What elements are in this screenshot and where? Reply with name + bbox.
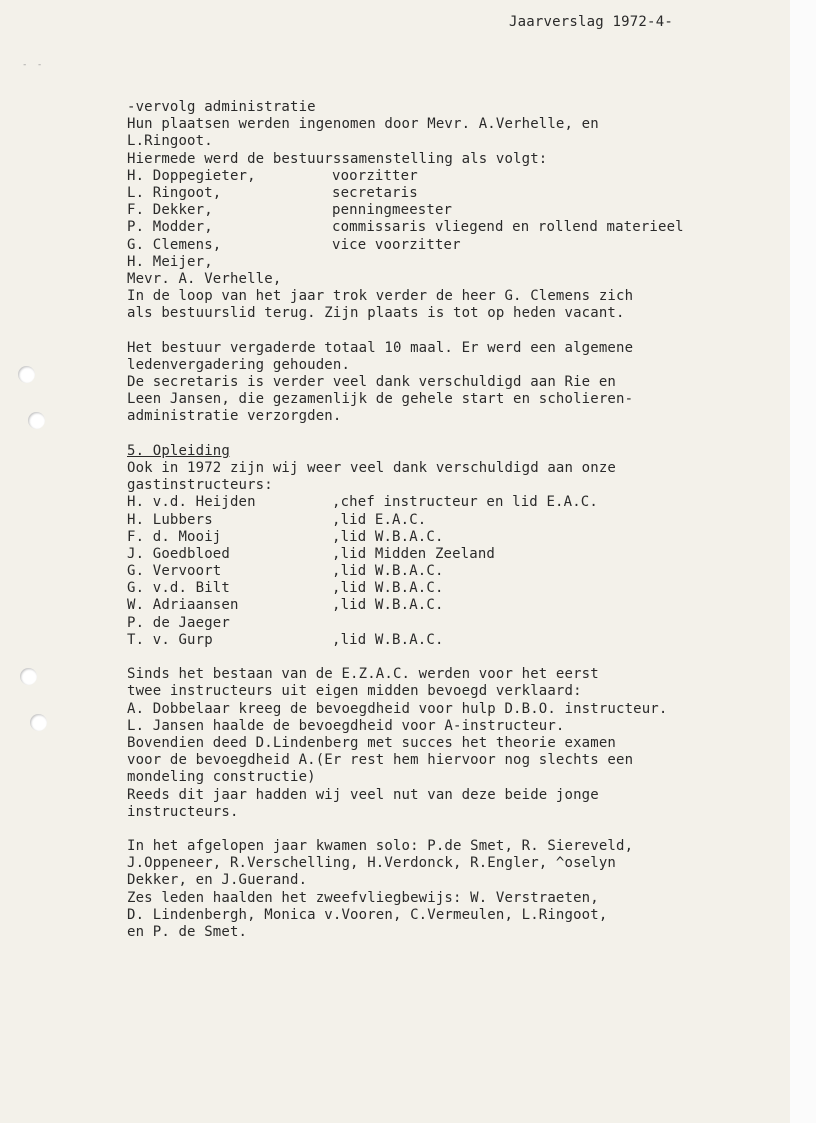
- text-line: Hiermede werd de bestuurssamenstelling als volgt:: [127, 150, 548, 167]
- board-row: [127, 168, 767, 185]
- board-row: [127, 271, 767, 288]
- board-row: [127, 185, 767, 202]
- instructor-row: [127, 546, 767, 563]
- text-line: als bestuurslid terug. Zijn plaats is tot op heden vacant.: [127, 305, 625, 322]
- instructor-name: W. Adriaansen: [127, 597, 239, 614]
- page-header: Jaarverslag 1972-4-: [509, 14, 673, 30]
- instructor-name: H. v.d. Heijden: [127, 494, 256, 511]
- instructor-note: ,chef instructeur en lid E.A.C.: [332, 494, 598, 511]
- text-line: mondeling constructie): [127, 769, 316, 786]
- text-line: L.Ringoot.: [127, 133, 213, 150]
- instructor-note: ,lid E.A.C.: [332, 511, 427, 528]
- punch-hole-3: [20, 668, 37, 685]
- text-line: administratie verzorgden.: [127, 408, 342, 425]
- text-line: In het afgelopen jaar kwamen solo: P.de Smet, R. Siereveld,: [127, 838, 634, 855]
- punch-hole-2: [28, 412, 45, 429]
- text-line: Bovendien deed D.Lindenberg met succes het theorie examen: [127, 734, 616, 751]
- admin-paragraph-2: [127, 340, 767, 426]
- instructor-name: G. Vervoort: [127, 563, 222, 580]
- text-line: Leen Jansen, die gezamenlijk de gehele start en scholieren-: [127, 391, 634, 408]
- board-row: [127, 237, 767, 254]
- text-line: voor de bevoegdheid A.(Er rest hem hiervoor nog slechts een: [127, 752, 634, 769]
- instructor-note: ,lid Midden Zeeland: [332, 545, 495, 562]
- instructor-note: ,lid W.B.A.C.: [332, 580, 444, 597]
- blank-line: [127, 649, 767, 666]
- admin-intro: [127, 116, 767, 168]
- admin-heading: -vervolg administratie: [127, 99, 316, 115]
- instructor-note: ,lid W.B.A.C.: [332, 563, 444, 580]
- blank-line: [127, 322, 767, 339]
- instructor-row: [127, 529, 767, 546]
- text-line: en P. de Smet.: [127, 924, 248, 940]
- text-line: twee instructeurs uit eigen midden bevoegd verklaard:: [127, 683, 582, 700]
- board-name: L. Ringoot,: [127, 184, 222, 201]
- instructor-row: [127, 615, 767, 632]
- board-name: P. Modder,: [127, 219, 213, 236]
- training-paragraph-2: [127, 838, 767, 941]
- text-line: Dekker, en J.Guerand.: [127, 872, 308, 889]
- instructor-row: [127, 494, 767, 511]
- punch-hole-4: [30, 714, 47, 731]
- board-list: [127, 168, 767, 288]
- instructor-name: J. Goedbloed: [127, 545, 230, 562]
- text-line: In de loop van het jaar trok verder de heer G. Clemens zich: [127, 288, 634, 305]
- board-role: voorzitter: [332, 167, 418, 184]
- punch-hole-1: [18, 366, 35, 383]
- board-name: F. Dekker,: [127, 202, 213, 219]
- instructor-list: [127, 494, 767, 649]
- training-intro: [127, 460, 767, 494]
- text-line: Ook in 1972 zijn wij weer veel dank verschuldigd aan onze: [127, 459, 616, 476]
- board-name: H. Doppegieter,: [127, 167, 256, 184]
- board-role: vice voorzitter: [332, 236, 461, 253]
- text-line: A. Dobbelaar kreeg de bevoegdheid voor hulp D.B.O. instructeur.: [127, 700, 668, 717]
- board-row: [127, 254, 767, 271]
- instructor-row: [127, 512, 767, 529]
- text-line: ledenvergadering gehouden.: [127, 356, 351, 373]
- text-line: L. Jansen haalde de bevoegdheid voor A-instructeur.: [127, 717, 565, 734]
- text-line: D. Lindenbergh, Monica v.Vooren, C.Vermeulen, L.Ringoot,: [127, 906, 608, 923]
- board-role: penningmeester: [332, 202, 453, 219]
- instructor-note: ,lid W.B.A.C.: [332, 597, 444, 614]
- text-line: De secretaris is verder veel dank verschuldigd aan Rie en: [127, 374, 616, 390]
- instructor-row: [127, 580, 767, 597]
- text-line: Reeds dit jaar hadden wij veel nut van deze beide jonge: [127, 786, 599, 803]
- ink-smudge: - -: [22, 60, 45, 70]
- instructor-row: [127, 563, 767, 580]
- text-line: gastinstructeurs:: [127, 477, 273, 494]
- text-line: Hun plaatsen werden ingenomen door Mevr. A.Verhelle, en: [127, 116, 599, 133]
- page-edge: [790, 0, 816, 1123]
- text-line: instructeurs.: [127, 803, 239, 820]
- instructor-row: [127, 632, 767, 649]
- board-row: [127, 219, 767, 236]
- instructor-name: P. de Jaeger: [127, 614, 230, 631]
- document-body: [127, 99, 767, 941]
- board-row: [127, 202, 767, 219]
- board-name: Mevr. A. Verhelle,: [127, 270, 282, 287]
- instructor-row: [127, 597, 767, 614]
- text-line: Het bestuur vergaderde totaal 10 maal. Er werd een algemene: [127, 339, 634, 356]
- text-line: J.Oppeneer, R.Verschelling, H.Verdonck, R.Engler, ^oselyn: [127, 855, 616, 872]
- board-name: G. Clemens,: [127, 236, 222, 253]
- instructor-name: T. v. Gurp: [127, 631, 213, 648]
- board-role: secretaris: [332, 184, 418, 201]
- instructor-note: ,lid W.B.A.C.: [332, 528, 444, 545]
- training-heading: 5. Opleiding: [127, 442, 230, 459]
- instructor-note: ,lid W.B.A.C.: [332, 631, 444, 648]
- board-name: H. Meijer,: [127, 253, 213, 270]
- training-paragraph-1: [127, 666, 767, 821]
- text-line: Zes leden haalden het zweefvliegbewijs: W. Verstraeten,: [127, 889, 599, 906]
- blank-line: [127, 821, 767, 838]
- instructor-name: G. v.d. Bilt: [127, 580, 230, 597]
- text-line: Sinds het bestaan van de E.Z.A.C. werden voor het eerst: [127, 666, 599, 683]
- admin-paragraph-1: [127, 288, 767, 322]
- board-role: commissaris vliegend en rollend materieel: [332, 219, 684, 236]
- instructor-name: F. d. Mooij: [127, 528, 222, 545]
- instructor-name: H. Lubbers: [127, 511, 213, 528]
- blank-line: [127, 426, 767, 443]
